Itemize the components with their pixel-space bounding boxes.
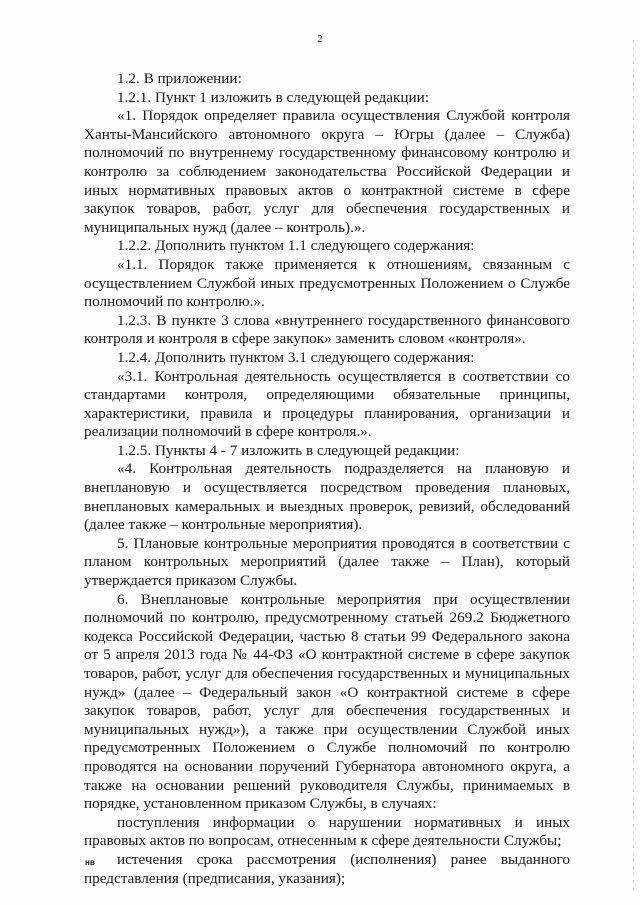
paragraph: «1. Порядок определяет правила осуществления Службой контроля Ханты-Мансийского автономного округа – Югры (далее – Служба) полномочий по внутреннему государственному финансовому контролю и контролю за соблюдением законодательства Российской Федерации и иных нормативных правовых актов о контрактной системе в сфере закупок товаров, работ, услуг для обеспечения государственных и муниципальных нужд (далее – контроль).». xyxy=(84,107,570,236)
paragraph: «4. Контрольная деятельность подразделяется на плановую и внеплановую и осуществляется посредством проведения плановых, внеплановых камеральных и выездных проверок, ревизий, обследований (далее также – контрольные мероприятия). xyxy=(84,460,570,534)
paragraph: 1.2.3. В пункте 3 слова «внутреннего государственного финансового контроля и контроля в сфере закупок» заменить словом «контроля». xyxy=(84,311,570,348)
paragraph: 1.2. В приложении: xyxy=(117,70,242,87)
paragraph: 1.2.4. Дополнить пунктом 3.1 следующего содержания: xyxy=(117,348,475,366)
paragraph: 6. Внеплановые контрольные мероприятия при осуществлении полномочий по контролю, предусмотренному статьей 269.2 Бюджетного кодекса Российской Федерации, частью 8 статьи 99 Федерального закона от 5 апреля 2013 года № 44-ФЗ «О контрактной системе в сфере закупок товаров, работ, услуг для обеспечения государственных и муниципальных нужд» (далее – Федеральный закон «О контрактной системе в сфере закупок товаров, работ, услуг для обеспечения государственных и муниципальных нужд»), а также при осуществлении Службой иных предусмотренных Положением о Службе полномочий по контролю проводятся на основании поручений Губернатора автономного округа, а также на основании решений руководителя Службы, принимаемых в порядке, установленном приказом Службы, в случаях: xyxy=(84,590,570,813)
paragraph: поступления информации о нарушении нормативных и иных правовых актов по вопросам, отнесенным к сфере деятельности Службы; xyxy=(84,813,570,850)
paragraph: 1.2.1. Пункт 1 изложить в следующей редакции: xyxy=(117,88,430,106)
paragraph: истечения срока рассмотрения (исполнения) ранее выданного представления (предписания, указания); xyxy=(84,850,570,887)
document-body xyxy=(84,70,570,888)
paragraph: 5. Плановые контрольные мероприятия проводятся в соответствии с планом контрольных мероприятий (далее также – План), который утверждается приказом Службы. xyxy=(84,534,570,590)
footer-initials: нв xyxy=(85,858,95,867)
paragraph: 1.2.2. Дополнить пунктом 1.1 следующего содержания: xyxy=(117,237,475,255)
paragraph: 1.2.5. Пункты 4 - 7 изложить в следующей редакции: xyxy=(117,441,460,459)
scan-edge-artifact xyxy=(633,40,634,890)
page-number: 2 xyxy=(317,33,323,45)
paragraph: «3.1. Контрольная деятельность осуществляется в соответствии со стандартами контроля, определяющими обязательные принципы, характеристики, правила и процедуры планирования, организации и реализации полномочий в сфере контроля.». xyxy=(84,367,570,441)
paragraph: «1.1. Порядок также применяется к отношениям, связанным с осуществлением Службой иных предусмотренных Положением о Службе полномочий по контролю.». xyxy=(84,255,570,311)
